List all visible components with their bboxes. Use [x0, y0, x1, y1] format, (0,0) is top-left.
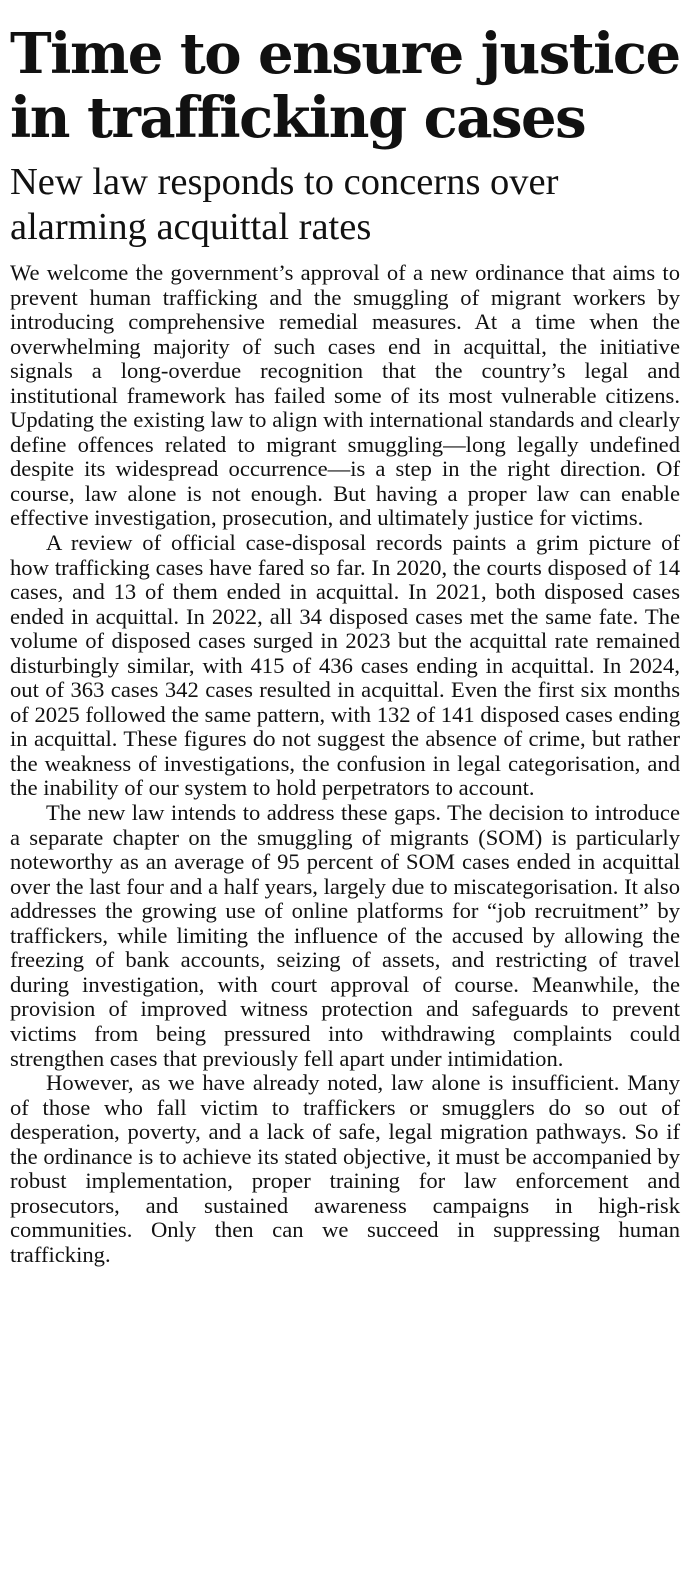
- headline: Time to ensure justice in trafficking cases: [10, 21, 680, 151]
- editorial-article: [10, 22, 680, 1267]
- body-paragraph-3: The new law intends to address these gaps. The decision to introduce a separate chapter on the smuggling of migrants (SOM) is particularly noteworthy as an average of 95 percent of SOM cases ended in acquittal over the last four and a half years, largely due to miscategorisation. It also addresses the growing use of online platforms for “job recruitment” by traffickers, while limiting the influence of the accused by allowing the freezing of bank accounts, seizing of assets, and restricting of travel during investigation, with court approval of course. Meanwhile, the provision of improved witness protection and safeguards to prevent victims from being pressured into withdrawing complaints could strengthen cases that previously fell apart under intimidation.: [10, 800, 680, 1071]
- subheadline: New law responds to concerns over alarming acquittal rates: [10, 161, 559, 248]
- body-paragraph-4: However, as we have already noted, law alone is insufficient. Many of those who fall victim to traffickers or smugglers do so out of desperation, poverty, and a lack of safe, legal migration pathways. So if the ordinance is to achieve its stated objective, it must be accompanied by robust implementation, proper training for law enforcement and prosecutors, and sustained awareness campaigns in high-risk communities. Only then can we succeed in suppressing human trafficking.: [10, 1070, 680, 1267]
- article-body: [10, 261, 680, 1267]
- body-paragraph-2: A review of official case-disposal records paints a grim picture of how trafficking cases have fared so far. In 2020, the courts disposed of 14 cases, and 13 of them ended in acquittal. In 2021, both disposed cases ended in acquittal. In 2022, all 34 disposed cases met the same fate. The volume of disposed cases surged in 2023 but the acquittal rate remained disturbingly similar, with 415 of 436 cases ending in acquittal. In 2024, out of 363 cases 342 cases resulted in acquittal. Even the first six months of 2025 followed the same pattern, with 132 of 141 disposed cases ending in acquittal. These figures do not suggest the absence of crime, but rather the weakness of investigations, the confusion in legal categorisation, and the inability of our system to hold perpetrators to account.: [10, 530, 680, 801]
- body-paragraph-1: We welcome the government’s approval of a new ordinance that aims to prevent human trafficking and the smuggling of migrant workers by introducing comprehensive remedial measures. At a time when the overwhelming majority of such cases end in acquittal, the initiative signals a long-overdue recognition that the country’s legal and institutional framework has failed some of its most vulnerable citizens. Updating the existing law to align with international standards and clearly define offences related to migrant smuggling—long legally undefined despite its widespread occurrence—is a step in the right direction. Of course, law alone is not enough. But having a proper law can enable effective investigation, prosecution, and ultimately justice for victims.: [10, 260, 680, 531]
